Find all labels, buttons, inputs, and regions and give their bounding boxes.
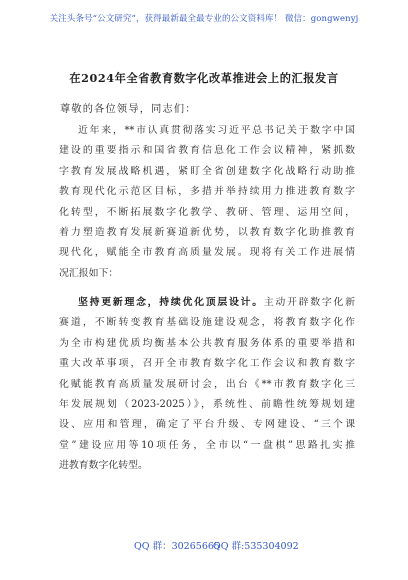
footer-qq-group-1: QQ 群：30265665	[134, 541, 220, 552]
salutation: 尊敬的各位领导，同志们：	[60, 104, 197, 115]
paragraph-line: 况汇报如下：	[59, 267, 119, 279]
document-title: 在2024年全省教育数字化改革推进会上的汇报发言	[69, 71, 339, 85]
paragraph-intro	[59, 121, 355, 284]
header-banner: 关注头条号“公文研究”，获得最新最全最专业的公文资料库！ 微信：gongwenyj	[49, 14, 359, 24]
paragraph-line: 近年来，**市认真贯彻落实习近平总书记关于数字中国	[78, 125, 355, 136]
paragraph-line: 年发展规划（2023-2025）》，系统性、前瞻性统筹规划建	[59, 398, 355, 410]
paragraph-line: 赛道，不断转变教育基础设施建设观念，将教育数字化作	[59, 317, 355, 329]
paragraph-line: 重大改革事项，召开全市教育数字化工作会议和教育数字	[59, 358, 355, 370]
section-heading: 坚持更新理念，持续优化顶层设计。	[78, 297, 264, 308]
paragraph-line: 进教育数字化转型。	[59, 460, 148, 472]
paragraph-line: 设、应用和管理，确定了平台升级、专网建设、“三个课	[59, 419, 355, 431]
footer	[0, 538, 408, 552]
paragraph-line: 字教育发展战略机遇，紧盯全省创建数字化战略行动助推	[59, 165, 355, 177]
paragraph-line: 为全市构建优质均衡基本公共教育服务体系的重要举措和	[59, 337, 355, 349]
paragraph-line: 化赋能教育高质量发展研讨会，出台《**市教育数字化三	[59, 378, 355, 390]
paragraph-line-text: 主动开辟数字化新	[263, 297, 355, 308]
paragraph-line: 建设的重要指示和国省教育信息化工作会议精神，紧抓数	[59, 145, 355, 157]
paragraph-line: 着力塑造教育发展新赛道新优势，以教育数字化助推教育	[59, 226, 355, 238]
paragraph-line	[59, 293, 355, 313]
paragraph-line: 化转型，不断拓展数字化教学、教研、管理、运用空间，	[59, 206, 355, 218]
footer-qq-group-2: QQ 群:535304092	[213, 541, 299, 552]
paragraph-line: 堂”建设应用等10项任务，全市以“一盘棋”思路扎实推	[59, 439, 355, 451]
paragraph-line: 教育现代化示范区目标，多措并举持续用力推进教育数字	[59, 186, 355, 198]
paragraph-section-1	[59, 293, 355, 477]
paragraph-line: 现代化，赋能全市教育高质量发展。现将有关工作进展情	[59, 247, 355, 259]
